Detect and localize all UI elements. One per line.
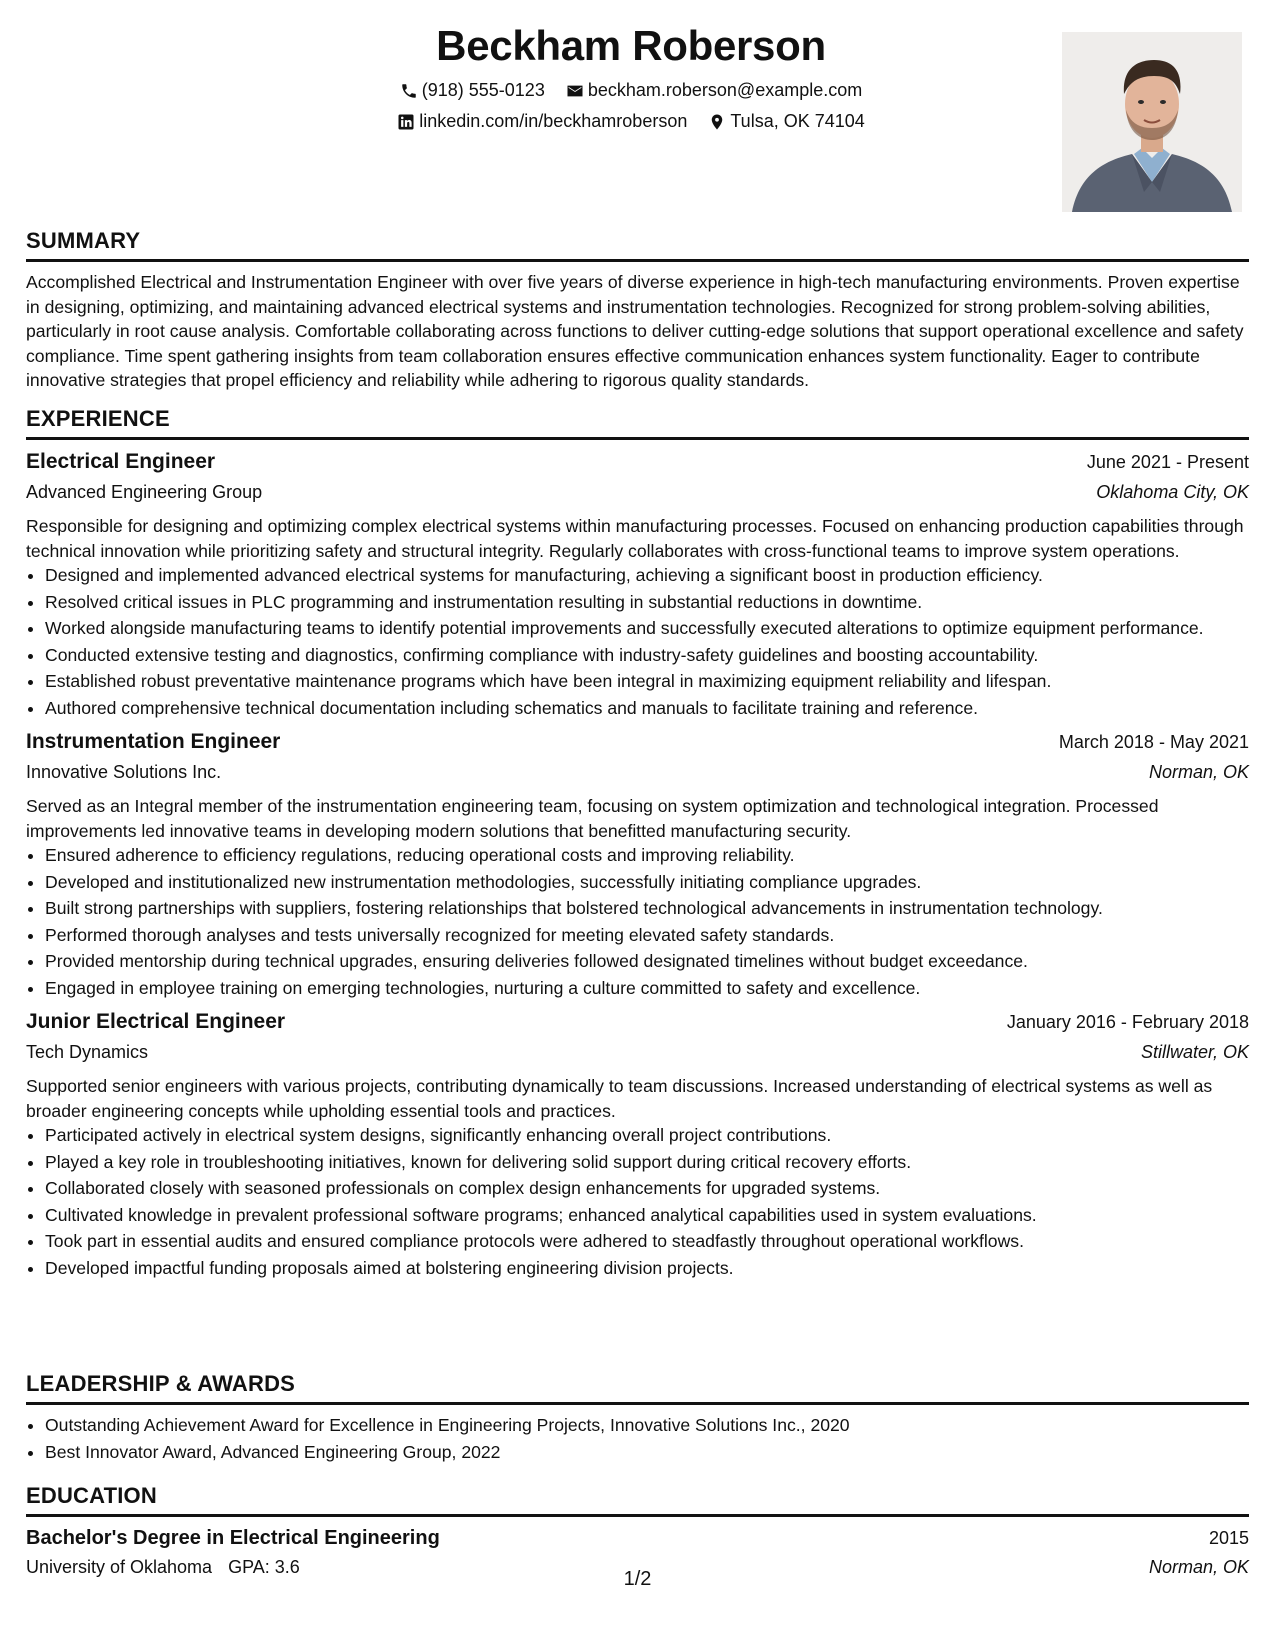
job-title: Electrical Engineer	[26, 450, 216, 473]
list-item: • Cultivated knowledge in prevalent professional software programs; enhanced analytical capabilities used in system evaluations.	[45, 1203, 1249, 1228]
summary-heading: SUMMARY	[26, 228, 1249, 262]
linkedin-icon	[397, 113, 415, 131]
list-item: • Conducted extensive testing and diagnostics, confirming compliance with industry-safety guidelines and boosting accountability.	[45, 643, 1249, 668]
resume-page	[26, 0, 1249, 1577]
profile-photo	[1062, 32, 1242, 212]
experience-section	[26, 406, 1249, 1282]
contact-linkedin[interactable]	[397, 111, 687, 132]
job-location: Oklahoma City, OK	[1096, 482, 1249, 502]
summary-text: Accomplished Electrical and Instrumentation Engineer with over five years of diverse experience in high-tech manufacturing environments. Proven expertise in designing, optimizing, and maintaining advanced electrical systems and instrumentation technologies. Recognized for strong problem-solving abilities, particularly in root cause analysis. Comfortable collaborating across functions to deliver cutting-edge solutions that support operational excellence and safety compliance. Time spent gathering insights from team collaboration ensures effective communication enhances system functionality. Eager to contribute innovative strategies that propel efficiency and reliability while adhering to rigorous quality standards.	[26, 272, 1244, 390]
summary-section	[26, 228, 1249, 393]
contact-row-secondary	[26, 111, 1236, 136]
list-item: • Took part in essential audits and ensured compliance protocols were adhered to steadfastly throughout operational workflows.	[45, 1229, 1249, 1254]
job-header	[26, 1010, 1249, 1042]
leadership-section	[26, 1371, 1249, 1466]
contact-row-primary	[26, 80, 1236, 105]
job-title: Junior Electrical Engineer	[26, 1010, 286, 1033]
list-item: • Best Innovator Award, Advanced Engineering Group, 2022	[45, 1440, 1249, 1465]
contact-location	[708, 111, 864, 132]
graduation-year: 2015	[1208, 1528, 1249, 1548]
list-item: • Built strong partnerships with suppliers, fostering relationships that bolstered technological advancements in instrumentation technology.	[45, 896, 1249, 921]
contact-email[interactable]	[566, 80, 862, 101]
job-dates: January 2016 - February 2018	[1006, 1012, 1249, 1032]
resume-header	[26, 0, 1249, 225]
job-location: Stillwater, OK	[1140, 1042, 1249, 1062]
job-dates: March 2018 - May 2021	[1058, 732, 1249, 752]
list-item: • Provided mentorship during technical upgrades, ensuring deliveries followed designated timelines without budget exceedance.	[45, 949, 1249, 974]
phone-icon	[400, 82, 418, 100]
location-text: Tulsa, OK 74104	[730, 111, 865, 131]
experience-heading: EXPERIENCE	[26, 406, 1249, 440]
linkedin-link[interactable]: linkedin.com/in/beckhamroberson	[419, 111, 688, 131]
list-item: • Developed impactful funding proposals aimed at bolstering engineering division projects.	[45, 1256, 1249, 1281]
page-number: 1/2	[623, 1568, 652, 1590]
job-bullets	[26, 563, 1249, 720]
experience-list	[26, 440, 1249, 1280]
list-item: • Engaged in employee training on emerging technologies, nurturing a culture committed to safety and excellence.	[45, 976, 1249, 1001]
list-item: • Authored comprehensive technical documentation including schematics and manuals to facilitate training and reference.	[45, 696, 1249, 721]
education-section	[26, 1483, 1249, 1578]
degree-title: Bachelor's Degree in Electrical Engineering	[26, 1527, 440, 1549]
job-header	[26, 450, 1249, 482]
job-entry	[26, 730, 1249, 1000]
list-item: • Developed and institutionalized new instrumentation methodologies, successfully initiating compliance upgrades.	[45, 870, 1249, 895]
education-heading: EDUCATION	[26, 1483, 1249, 1517]
school-location: Norman, OK	[1148, 1557, 1249, 1577]
job-subheader	[26, 482, 1249, 514]
job-description: Supported senior engineers with various projects, contributing dynamically to team discussions. Increased understanding of electrical systems as well as broader engineering concepts while upholding essential tools and practices.	[26, 1076, 1213, 1121]
school-name: University of Oklahoma	[26, 1557, 213, 1577]
job-dates: June 2021 - Present	[1086, 452, 1249, 472]
phone-text: (918) 555-0123	[421, 80, 545, 100]
map-pin-icon	[708, 113, 726, 131]
job-description: Served as an Integral member of the instrumentation engineering team, focusing on system optimization and technological integration. Processed improvements led innovative teams in developing modern solutions that benefitted manufacturing security.	[26, 796, 1159, 841]
job-header	[26, 730, 1249, 762]
job-company: Tech Dynamics	[26, 1042, 149, 1062]
list-item: • Established robust preventative maintenance programs which have been integral in maximizing equipment reliability and lifespan.	[45, 669, 1249, 694]
contact-phone	[400, 80, 545, 101]
list-item: • Performed thorough analyses and tests universally recognized for meeting elevated safety standards.	[45, 923, 1249, 948]
envelope-icon	[566, 82, 584, 100]
list-item: • Outstanding Achievement Award for Excellence in Engineering Projects, Innovative Solutions Inc., 2020	[45, 1413, 1249, 1438]
list-item: • Played a key role in troubleshooting initiatives, known for delivering solid support during critical recovery efforts.	[45, 1150, 1249, 1175]
leadership-heading: LEADERSHIP & AWARDS	[26, 1371, 1249, 1405]
list-item: • Designed and implemented advanced electrical systems for manufacturing, achieving a significant boost in production efficiency.	[45, 563, 1249, 588]
job-entry	[26, 450, 1249, 720]
list-item: • Resolved critical issues in PLC programming and instrumentation resulting in substantial reductions in downtime.	[45, 590, 1249, 615]
list-item: • Collaborated closely with seasoned professionals on complex design enhancements for upgraded systems.	[45, 1176, 1249, 1201]
education-header	[26, 1527, 1249, 1557]
awards-list	[26, 1413, 1249, 1464]
job-company: Innovative Solutions Inc.	[26, 762, 222, 782]
profile-photo-image	[1062, 32, 1242, 212]
list-item: • Participated actively in electrical system designs, significantly enhancing overall project contributions.	[45, 1123, 1249, 1148]
gpa-text: GPA: 3.6	[228, 1557, 300, 1577]
email-link[interactable]: beckham.roberson@example.com	[587, 80, 863, 100]
job-subheader	[26, 762, 1249, 794]
job-location: Norman, OK	[1148, 762, 1249, 782]
job-description: Responsible for designing and optimizing complex electrical systems within manufacturing processes. Focused on enhancing production capabilities through technical innovation while prioritizing safety and structural integrity. Regularly collaborates with cross-functional teams to improve system operations.	[26, 516, 1244, 561]
list-item: • Ensured adherence to efficiency regulations, reducing operational costs and improving reliability.	[45, 843, 1249, 868]
job-company: Advanced Engineering Group	[26, 482, 263, 502]
job-subheader	[26, 1042, 1249, 1074]
list-item: • Worked alongside manufacturing teams to identify potential improvements and successfully executed alterations to optimize equipment performance.	[45, 616, 1249, 641]
job-title: Instrumentation Engineer	[26, 730, 281, 753]
job-bullets	[26, 1123, 1249, 1280]
candidate-name: Beckham Roberson	[436, 22, 826, 69]
job-entry	[26, 1010, 1249, 1280]
job-bullets	[26, 843, 1249, 1000]
